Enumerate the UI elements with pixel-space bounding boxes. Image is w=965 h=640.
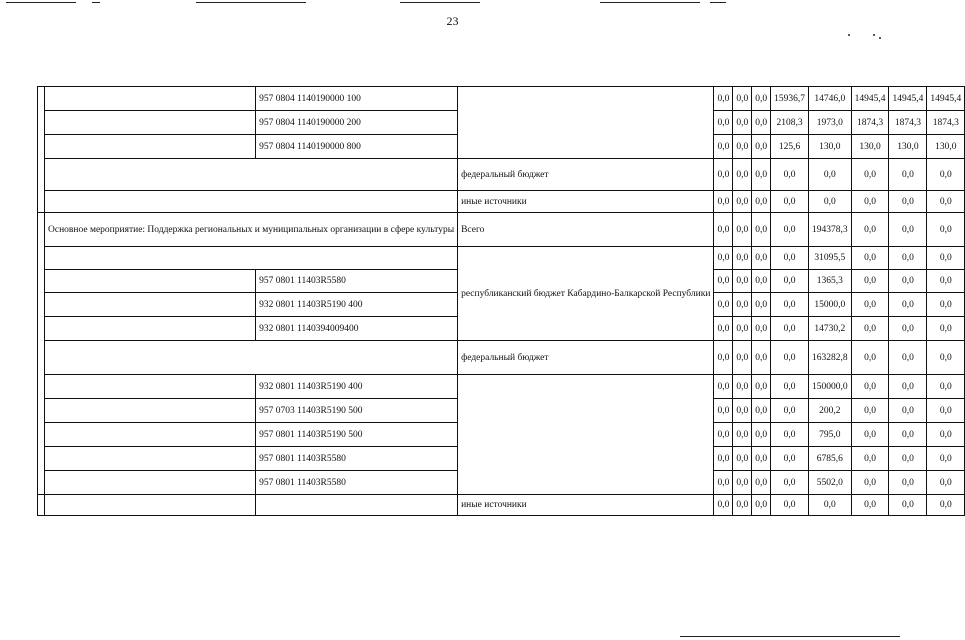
value-cell: 0,0	[714, 213, 733, 247]
value-cell: 0,0	[851, 213, 889, 247]
value-cell: 0,0	[733, 270, 752, 293]
event-cell	[45, 135, 256, 159]
value-cell: 0,0	[771, 191, 809, 213]
value-cell: 0,0	[927, 247, 965, 270]
value-cell: 0,0	[752, 293, 771, 317]
value-cell: 0,0	[752, 447, 771, 471]
value-cell: 0,0	[733, 111, 752, 135]
value-cell: 125,6	[771, 135, 809, 159]
value-cell: 1874,3	[889, 111, 927, 135]
source-cell	[458, 375, 714, 495]
budget-table	[37, 86, 965, 516]
code-cell: 957 0804 1140190000 200	[256, 111, 458, 135]
value-cell: 0,0	[771, 247, 809, 270]
event-cell	[45, 191, 458, 213]
event-cell	[45, 317, 256, 341]
value-cell: 0,0	[851, 293, 889, 317]
value-cell: 163282,8	[808, 341, 851, 375]
scan-speck	[848, 34, 850, 36]
value-cell: 0,0	[733, 495, 752, 516]
value-cell: 150000,0	[808, 375, 851, 399]
event-cell	[45, 111, 256, 135]
value-cell: 0,0	[889, 341, 927, 375]
value-cell: 0,0	[927, 471, 965, 495]
value-cell: 0,0	[771, 293, 809, 317]
event-cell	[45, 270, 256, 293]
value-cell: 0,0	[733, 293, 752, 317]
event-cell	[45, 87, 256, 111]
value-cell: 0,0	[752, 423, 771, 447]
scan-artifact-line	[710, 2, 726, 3]
value-cell: 1973,0	[808, 111, 851, 135]
value-cell: 14746,0	[808, 87, 851, 111]
value-cell: 0,0	[889, 375, 927, 399]
value-cell: 0,0	[752, 111, 771, 135]
value-cell: 0,0	[851, 341, 889, 375]
value-cell: 130,0	[851, 135, 889, 159]
value-cell: 0,0	[889, 447, 927, 471]
event-cell	[45, 375, 256, 399]
value-cell: 0,0	[889, 191, 927, 213]
value-cell: 0,0	[927, 191, 965, 213]
code-cell: 932 0801 1140394009400	[256, 317, 458, 341]
value-cell: 0,0	[771, 317, 809, 341]
value-cell: 0,0	[714, 399, 733, 423]
value-cell: 0,0	[889, 159, 927, 191]
value-cell: 0,0	[714, 270, 733, 293]
value-cell: 0,0	[808, 159, 851, 191]
value-cell: 0,0	[771, 270, 809, 293]
value-cell: 0,0	[927, 447, 965, 471]
value-cell: 0,0	[714, 423, 733, 447]
code-cell: 957 0804 1140190000 800	[256, 135, 458, 159]
scan-artifact-line	[92, 2, 100, 3]
value-cell: 0,0	[752, 135, 771, 159]
value-cell: 0,0	[733, 341, 752, 375]
value-cell: 0,0	[714, 495, 733, 516]
value-cell: 15936,7	[771, 87, 809, 111]
value-cell: 0,0	[771, 447, 809, 471]
value-cell: 0,0	[733, 87, 752, 111]
value-cell: 0,0	[714, 159, 733, 191]
value-cell: 0,0	[752, 247, 771, 270]
value-cell: 0,0	[771, 495, 809, 516]
value-cell: 0,0	[714, 111, 733, 135]
code-cell: 957 0801 11403R5190 500	[256, 423, 458, 447]
value-cell: 0,0	[889, 495, 927, 516]
value-cell: 5502,0	[808, 471, 851, 495]
value-cell: 0,0	[927, 423, 965, 447]
value-cell: 14945,4	[927, 87, 965, 111]
value-cell: 0,0	[714, 135, 733, 159]
event-cell	[45, 495, 256, 516]
value-cell: 0,0	[771, 213, 809, 247]
value-cell: 0,0	[771, 159, 809, 191]
value-cell: 0,0	[752, 471, 771, 495]
value-cell: 194378,3	[808, 213, 851, 247]
value-cell: 0,0	[889, 213, 927, 247]
value-cell: 0,0	[927, 341, 965, 375]
table-row	[38, 247, 965, 270]
code-cell: 957 0801 11403R5580	[256, 270, 458, 293]
table-row	[38, 191, 965, 213]
value-cell: 0,0	[927, 270, 965, 293]
value-cell: 0,0	[771, 423, 809, 447]
value-cell: 0,0	[889, 293, 927, 317]
event-cell	[45, 341, 458, 375]
value-cell: 0,0	[733, 375, 752, 399]
value-cell: 0,0	[851, 399, 889, 423]
code-cell: 957 0804 1140190000 100	[256, 87, 458, 111]
value-cell: 0,0	[714, 471, 733, 495]
value-cell: 0,0	[927, 317, 965, 341]
value-cell: 0,0	[927, 213, 965, 247]
value-cell: 0,0	[927, 293, 965, 317]
value-cell: 0,0	[752, 399, 771, 423]
value-cell: 0,0	[851, 495, 889, 516]
event-cell	[45, 247, 458, 270]
event-title: Основное мероприятие: Поддержка региональных и муниципальных организации в сфере культуры	[45, 213, 458, 247]
source-cell: иные источники	[458, 495, 714, 516]
value-cell: 0,0	[733, 317, 752, 341]
value-cell: 795,0	[808, 423, 851, 447]
value-cell: 0,0	[752, 341, 771, 375]
value-cell: 1874,3	[851, 111, 889, 135]
value-cell: 0,0	[889, 317, 927, 341]
code-cell	[256, 495, 458, 516]
value-cell: 0,0	[752, 495, 771, 516]
value-cell: 0,0	[752, 159, 771, 191]
event-cell	[45, 423, 256, 447]
value-cell: 0,0	[714, 341, 733, 375]
value-cell: 0,0	[771, 341, 809, 375]
value-cell: 130,0	[889, 135, 927, 159]
value-cell: 0,0	[851, 447, 889, 471]
value-cell: 130,0	[808, 135, 851, 159]
value-cell: 0,0	[927, 375, 965, 399]
table-row	[38, 213, 965, 247]
value-cell: 1365,3	[808, 270, 851, 293]
source-cell	[458, 87, 714, 159]
value-cell: 0,0	[714, 191, 733, 213]
code-cell: 932 0801 11403R5190 400	[256, 375, 458, 399]
scan-artifact-line	[6, 2, 76, 3]
value-cell: 0,0	[733, 191, 752, 213]
source-cell: республиканский бюджет Кабардино-Балкарской Республики	[458, 247, 714, 341]
value-cell: 0,0	[733, 471, 752, 495]
table-row	[38, 87, 965, 111]
code-cell: 957 0703 11403R5190 500	[256, 399, 458, 423]
value-cell: 0,0	[771, 471, 809, 495]
value-cell: 0,0	[733, 399, 752, 423]
code-cell: 957 0801 11403R5580	[256, 471, 458, 495]
value-cell: 0,0	[851, 247, 889, 270]
value-cell: 0,0	[889, 270, 927, 293]
source-cell: федеральный бюджет	[458, 159, 714, 191]
value-cell: 1874,3	[927, 111, 965, 135]
value-cell: 0,0	[851, 270, 889, 293]
value-cell: 0,0	[752, 87, 771, 111]
value-cell: 0,0	[714, 375, 733, 399]
value-cell: 0,0	[733, 447, 752, 471]
value-cell: 0,0	[927, 159, 965, 191]
value-cell: 0,0	[714, 317, 733, 341]
value-cell: 0,0	[714, 247, 733, 270]
index-cell	[38, 213, 45, 495]
code-cell: 957 0801 11403R5580	[256, 447, 458, 471]
value-cell: 31095,5	[808, 247, 851, 270]
code-cell: 932 0801 11403R5190 400	[256, 293, 458, 317]
value-cell: 0,0	[927, 495, 965, 516]
event-cell	[45, 399, 256, 423]
value-cell: 0,0	[851, 423, 889, 447]
event-cell	[45, 293, 256, 317]
value-cell: 0,0	[771, 375, 809, 399]
scan-artifact-line	[196, 2, 306, 3]
value-cell: 0,0	[714, 447, 733, 471]
value-cell: 0,0	[889, 471, 927, 495]
value-cell: 14730,2	[808, 317, 851, 341]
value-cell: 0,0	[771, 399, 809, 423]
scan-speck	[879, 37, 881, 39]
value-cell: 15000,0	[808, 293, 851, 317]
value-cell: 0,0	[851, 471, 889, 495]
event-cell	[45, 471, 256, 495]
value-cell: 6785,6	[808, 447, 851, 471]
value-cell: 0,0	[752, 270, 771, 293]
value-cell: 0,0	[808, 495, 851, 516]
source-cell: федеральный бюджет	[458, 341, 714, 375]
value-cell: 0,0	[733, 423, 752, 447]
scan-speck	[873, 34, 875, 36]
value-cell: 0,0	[733, 159, 752, 191]
value-cell: 0,0	[851, 375, 889, 399]
value-cell: 0,0	[733, 213, 752, 247]
value-cell: 200,2	[808, 399, 851, 423]
value-cell: 14945,4	[889, 87, 927, 111]
value-cell: 0,0	[889, 399, 927, 423]
source-cell: иные источники	[458, 191, 714, 213]
page-number: 23	[446, 14, 459, 28]
value-cell: 0,0	[733, 135, 752, 159]
event-cell	[45, 447, 256, 471]
value-cell: 0,0	[889, 247, 927, 270]
index-cell	[38, 495, 45, 516]
scan-artifact-line	[680, 636, 900, 637]
value-cell: 0,0	[889, 423, 927, 447]
value-cell: 0,0	[851, 159, 889, 191]
value-cell: 0,0	[851, 191, 889, 213]
value-cell: 0,0	[752, 191, 771, 213]
value-cell: 0,0	[714, 293, 733, 317]
value-cell: 0,0	[752, 317, 771, 341]
value-cell: 0,0	[733, 247, 752, 270]
value-cell: 0,0	[752, 213, 771, 247]
table-row	[38, 341, 965, 375]
table-row	[38, 375, 965, 399]
event-cell	[45, 159, 458, 191]
value-cell: 130,0	[927, 135, 965, 159]
table-row	[38, 159, 965, 191]
value-cell: 0,0	[851, 317, 889, 341]
value-cell: 0,0	[808, 191, 851, 213]
scan-artifact-line	[600, 2, 700, 3]
value-cell: 2108,3	[771, 111, 809, 135]
index-cell	[38, 87, 45, 213]
value-cell: 0,0	[927, 399, 965, 423]
source-cell: Всего	[458, 213, 714, 247]
value-cell: 0,0	[752, 375, 771, 399]
scan-artifact-line	[400, 2, 480, 3]
table-row	[38, 495, 965, 516]
value-cell: 0,0	[714, 87, 733, 111]
value-cell: 14945,4	[851, 87, 889, 111]
